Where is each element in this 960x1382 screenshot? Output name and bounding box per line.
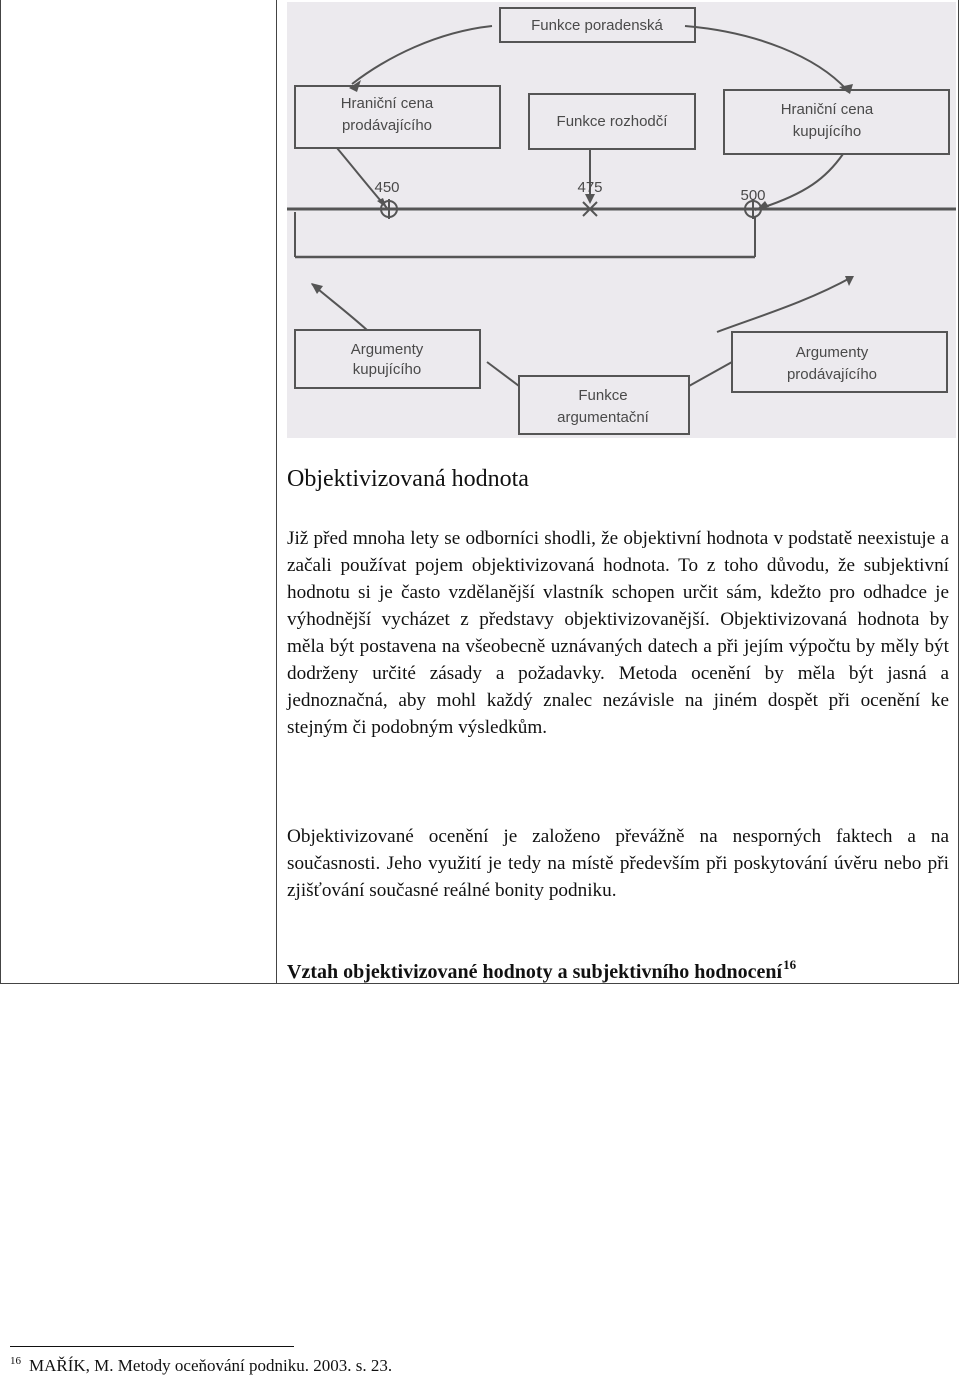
svg-text:argumentační: argumentační — [557, 409, 649, 426]
arbitration-function-label: Funkce rozhodčí — [556, 113, 668, 130]
svg-text:prodávajícího: prodávajícího — [341, 117, 433, 134]
paragraph-1: Již před mnoha lety se odborníci shodli, že objektivní hodnota v podstatě neexistuje a začali používat pojem objektivizovaná hodnota. To z toho důvodu, že subjektivní hodnotu si je často vzdělanější vlastník schopen určit sám, kdežto pro odhadce je výhodnější vycházet z představy objektivizovanější. Objektivizovaná hodnota by měla být postavena na všeobecně uznávaných datech a při jejím výpočtu by měly být dodrženy určité zásady a požadavky. Metoda ocenění by měla být jasná a jednoznačná, aby mohl každý znalec nezávisle na jiném dospět při ocenění ke stejným či podobným výsledkům. — [287, 528, 949, 738]
footnote-separator — [10, 1346, 294, 1347]
value-450: 450 — [374, 179, 400, 196]
subheading-text: Vztah objektivizované hodnoty a subjektivního hodnocení — [287, 961, 783, 983]
svg-text:kupujícího: kupujícího — [792, 123, 862, 140]
svg-text:Hraniční cena: Hraniční cena — [780, 101, 874, 118]
frame-left-rule — [0, 0, 1, 984]
box-buyer-limit-price — [724, 90, 949, 154]
subheading — [287, 957, 796, 984]
section-heading: Objektivizovaná hodnota — [287, 466, 529, 492]
arrow-buyer-args — [312, 284, 367, 330]
value-475: 475 — [577, 179, 603, 196]
paragraph-2: Objektivizované ocenění je založeno převážně na nesporných faktech a na současnosti. Jeho využití je tedy na místě především při poskytování úvěru nebo při zjišťování současné reálné bonity podniku. — [287, 826, 949, 901]
svg-text:Funkce: Funkce — [578, 387, 628, 404]
advisory-function-label: Funkce poradenská — [531, 17, 663, 34]
footnote-reference: 16 — [783, 957, 797, 972]
footnote — [10, 1355, 392, 1376]
arrow-advisory-to-seller-limit — [352, 26, 492, 84]
svg-text:prodávajícího: prodávajícího — [786, 366, 878, 383]
value-500: 500 — [740, 187, 766, 204]
box-buyer-arguments — [295, 330, 480, 388]
box-seller-arguments — [732, 332, 947, 392]
arrow-seller-args — [717, 277, 852, 332]
svg-text:Argumenty: Argumenty — [350, 341, 424, 358]
svg-text:Hraniční cena: Hraniční cena — [340, 95, 434, 112]
footnote-text: MAŘÍK, M. Metody oceňování podniku. 2003. s. 23. — [29, 1356, 393, 1375]
footnote-number: 16 — [10, 1355, 21, 1367]
arrow-advisory-to-buyer-limit — [685, 26, 847, 90]
valuation-functions-diagram — [287, 2, 956, 438]
svg-text:Argumenty: Argumenty — [795, 344, 869, 361]
column-divider — [276, 0, 277, 984]
svg-text:kupujícího: kupujícího — [352, 361, 422, 378]
